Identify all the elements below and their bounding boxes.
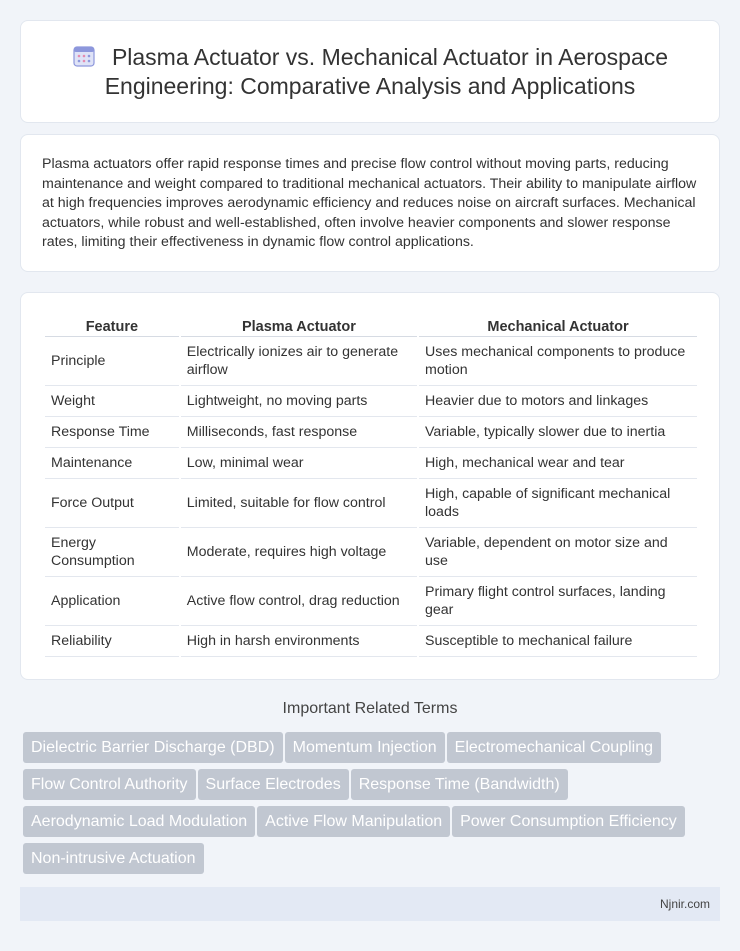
- table-row: [45, 448, 697, 479]
- cell-feature: Force Output: [45, 479, 179, 528]
- header-mechanical: Mechanical Actuator: [419, 317, 697, 337]
- cell-mechanical: Variable, dependent on motor size and use: [419, 528, 697, 577]
- cell-plasma: Active flow control, drag reduction: [181, 577, 417, 626]
- comparison-card: [20, 292, 720, 680]
- term-tag[interactable]: Power Consumption Efficiency: [452, 806, 685, 837]
- cell-feature: Application: [45, 577, 179, 626]
- footer-site-link[interactable]: Njnir.com: [659, 897, 710, 911]
- table-row: [45, 626, 697, 657]
- related-terms-heading: Important Related Terms: [282, 700, 458, 717]
- cell-plasma: Lightweight, no moving parts: [181, 386, 417, 417]
- term-tag[interactable]: Dielectric Barrier Discharge (DBD): [23, 732, 283, 763]
- cell-mechanical: High, mechanical wear and tear: [419, 448, 697, 479]
- page-title-text: Plasma Actuator vs. Mechanical Actuator in Aerospace Engineering: Comparative Analysis and Applications: [104, 44, 669, 99]
- table-row: [45, 577, 697, 626]
- term-tag[interactable]: Surface Electrodes: [198, 769, 349, 800]
- calendar-icon: [72, 44, 96, 68]
- term-tag[interactable]: Active Flow Manipulation: [257, 806, 450, 837]
- cell-feature: Energy Consumption: [45, 528, 179, 577]
- cell-feature: Weight: [45, 386, 179, 417]
- cell-plasma: Milliseconds, fast response: [181, 417, 417, 448]
- table-row: [45, 386, 697, 417]
- cell-plasma: Limited, suitable for flow control: [181, 479, 417, 528]
- cell-mechanical: High, capable of significant mechanical loads: [419, 479, 697, 528]
- cell-plasma: Electrically ionizes air to generate airflow: [181, 337, 417, 386]
- cell-mechanical: Uses mechanical components to produce motion: [419, 337, 697, 386]
- term-tag[interactable]: Aerodynamic Load Modulation: [23, 806, 255, 837]
- cell-plasma: Low, minimal wear: [181, 448, 417, 479]
- header-feature: Feature: [45, 317, 179, 337]
- cell-mechanical: Primary flight control surfaces, landing gear: [419, 577, 697, 626]
- cell-mechanical: Variable, typically slower due to inertia: [419, 417, 697, 448]
- cell-feature: Maintenance: [45, 448, 179, 479]
- table-row: [45, 528, 697, 577]
- comparison-table: [43, 317, 699, 657]
- title-card: [20, 20, 720, 123]
- intro-paragraph: Plasma actuators offer rapid response times and precise flow control without moving parts, reducing maintenance and weight compared to traditional mechanical actuators. Their ability to manipulate airflow at high frequencies improves aerodynamic efficiency and reduces noise on aircraft surfaces. Mechanical actuators, while robust and well-established, often involve heavier components and slower response rates, limiting their effectiveness in dynamic flow control applications.: [42, 156, 697, 251]
- cell-plasma: Moderate, requires high voltage: [181, 528, 417, 577]
- cell-mechanical: Heavier due to motors and linkages: [419, 386, 697, 417]
- term-tag[interactable]: Momentum Injection: [285, 732, 445, 763]
- table-row: [45, 337, 697, 386]
- related-terms-list: [23, 732, 723, 880]
- page-title: [21, 43, 719, 101]
- footer: [20, 887, 720, 921]
- cell-mechanical: Susceptible to mechanical failure: [419, 626, 697, 657]
- table-row: [45, 479, 697, 528]
- term-tag[interactable]: Non-intrusive Actuation: [23, 843, 204, 874]
- cell-plasma: High in harsh environments: [181, 626, 417, 657]
- cell-feature: Response Time: [45, 417, 179, 448]
- header-plasma: Plasma Actuator: [181, 317, 417, 337]
- term-tag[interactable]: Response Time (Bandwidth): [351, 769, 568, 800]
- term-tag[interactable]: Flow Control Authority: [23, 769, 196, 800]
- table-header-row: [45, 317, 697, 337]
- intro-card: [20, 134, 720, 272]
- cell-feature: Principle: [45, 337, 179, 386]
- table-row: [45, 417, 697, 448]
- cell-feature: Reliability: [45, 626, 179, 657]
- term-tag[interactable]: Electromechanical Coupling: [447, 732, 661, 763]
